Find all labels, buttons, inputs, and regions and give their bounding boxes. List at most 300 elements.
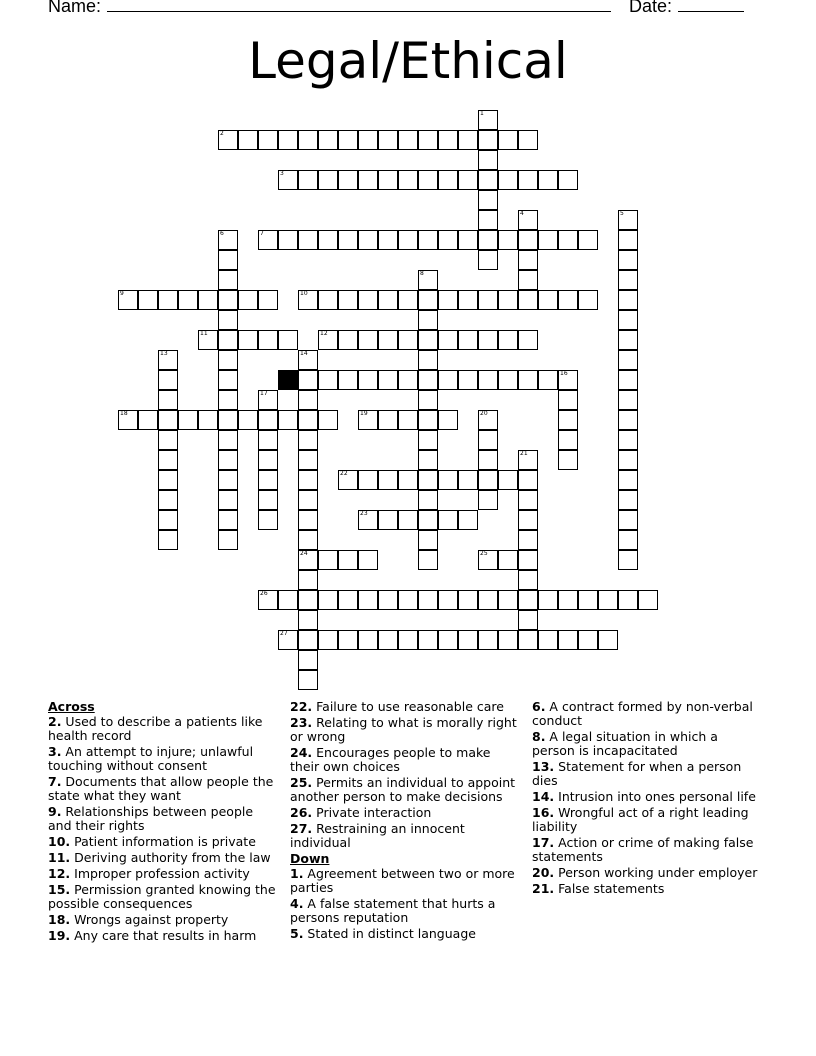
grid-cell[interactable]: [238, 290, 258, 310]
grid-cell[interactable]: [438, 330, 458, 350]
grid-cell[interactable]: [418, 170, 438, 190]
grid-cell[interactable]: [438, 230, 458, 250]
grid-cell[interactable]: [498, 290, 518, 310]
grid-cell[interactable]: [158, 430, 178, 450]
grid-cell[interactable]: [258, 450, 278, 470]
down-heading: Down: [290, 851, 330, 866]
grid-cell[interactable]: [218, 330, 238, 350]
clues-column-1: [48, 700, 278, 945]
grid-cell[interactable]: [478, 170, 498, 190]
grid-cell[interactable]: [298, 490, 318, 510]
grid-cell[interactable]: [158, 530, 178, 550]
clue-number: 21: [520, 450, 528, 457]
grid-cell[interactable]: [318, 550, 338, 570]
clue-number: 17: [260, 390, 268, 397]
grid-cell[interactable]: [618, 490, 638, 510]
grid-cell[interactable]: [458, 510, 478, 530]
grid-cell[interactable]: [518, 530, 538, 550]
grid-cell[interactable]: [258, 470, 278, 490]
grid-cell[interactable]: [358, 550, 378, 570]
grid-cell[interactable]: [338, 170, 358, 190]
grid-cell[interactable]: [518, 510, 538, 530]
across-heading: Across: [48, 699, 95, 714]
grid-cell[interactable]: [618, 350, 638, 370]
grid-cell[interactable]: [298, 390, 318, 410]
clue-number: 19: [360, 410, 368, 417]
grid-cell[interactable]: [378, 230, 398, 250]
grid-cell[interactable]: [198, 290, 218, 310]
grid-cell[interactable]: [298, 170, 318, 190]
grid-cell[interactable]: [218, 470, 238, 490]
grid-cell[interactable]: [358, 630, 378, 650]
grid-cell[interactable]: [278, 590, 298, 610]
grid-cell[interactable]: [378, 590, 398, 610]
grid-cell[interactable]: [418, 510, 438, 530]
grid-cell[interactable]: [458, 630, 478, 650]
grid-cell[interactable]: [298, 130, 318, 150]
grid-cell[interactable]: [258, 410, 278, 430]
clue-number-label: 4.: [290, 896, 304, 911]
grid-cell[interactable]: [218, 310, 238, 330]
grid-cell[interactable]: [158, 390, 178, 410]
clue-number-label: 27.: [290, 821, 313, 836]
grid-cell[interactable]: [458, 230, 478, 250]
grid-cell[interactable]: [338, 130, 358, 150]
grid-cell[interactable]: [418, 290, 438, 310]
grid-cell[interactable]: [218, 250, 238, 270]
grid-cell[interactable]: [478, 210, 498, 230]
grid-cell[interactable]: [298, 670, 318, 690]
clue-text: Used to describe a patients like health record: [48, 714, 263, 743]
grid-cell[interactable]: [358, 370, 378, 390]
clue-number-label: 22.: [290, 699, 313, 714]
grid-cell[interactable]: [498, 170, 518, 190]
grid-cell[interactable]: [378, 470, 398, 490]
grid-cell[interactable]: [458, 370, 478, 390]
grid-cell[interactable]: [618, 230, 638, 250]
grid-cell[interactable]: [398, 330, 418, 350]
grid-cell[interactable]: [538, 170, 558, 190]
grid-cell[interactable]: [298, 230, 318, 250]
grid-cell[interactable]: [438, 510, 458, 530]
grid-cell[interactable]: [458, 590, 478, 610]
grid-cell[interactable]: [478, 470, 498, 490]
clue-number-label: 8.: [532, 729, 546, 744]
clue-item: [532, 760, 762, 788]
grid-cell[interactable]: [438, 370, 458, 390]
grid-cell[interactable]: [358, 470, 378, 490]
clue-number-label: 6.: [532, 699, 546, 714]
grid-cell[interactable]: [618, 250, 638, 270]
grid-cell[interactable]: [498, 470, 518, 490]
grid-cell[interactable]: [418, 390, 438, 410]
grid-cell[interactable]: [218, 490, 238, 510]
grid-cell[interactable]: [318, 130, 338, 150]
grid-cell[interactable]: [158, 290, 178, 310]
grid-cell[interactable]: [618, 550, 638, 570]
clue-item: [48, 883, 278, 911]
grid-cell[interactable]: [478, 290, 498, 310]
grid-cell[interactable]: [298, 590, 318, 610]
clue-number: 16: [560, 370, 568, 377]
grid-cell[interactable]: [558, 410, 578, 430]
grid-cell[interactable]: [298, 410, 318, 430]
grid-cell[interactable]: [518, 570, 538, 590]
grid-cell[interactable]: [578, 290, 598, 310]
grid-cell[interactable]: [458, 130, 478, 150]
grid-cell[interactable]: [578, 630, 598, 650]
grid-cell[interactable]: [358, 170, 378, 190]
grid-cell[interactable]: [478, 430, 498, 450]
grid-cell[interactable]: [638, 590, 658, 610]
grid-cell[interactable]: [378, 370, 398, 390]
grid-cell[interactable]: [438, 170, 458, 190]
grid-cell[interactable]: [338, 630, 358, 650]
grid-cell[interactable]: [218, 270, 238, 290]
grid-cell[interactable]: [478, 150, 498, 170]
clue-number: 13: [160, 350, 168, 357]
grid-cell[interactable]: [518, 170, 538, 190]
clue-number: 23: [360, 510, 368, 517]
clue-number: 25: [480, 550, 488, 557]
grid-cell[interactable]: [618, 430, 638, 450]
grid-cell[interactable]: [178, 290, 198, 310]
clue-text: A legal situation in which a person is incapacitated: [532, 729, 718, 758]
clue-item: [290, 716, 522, 744]
grid-cell[interactable]: [338, 550, 358, 570]
grid-cell[interactable]: [318, 370, 338, 390]
clue-number: 6: [220, 230, 224, 237]
clue-item: [532, 700, 762, 728]
grid-cell[interactable]: [418, 450, 438, 470]
clue-item: [532, 836, 762, 864]
grid-cell[interactable]: [438, 630, 458, 650]
grid-cell[interactable]: [298, 470, 318, 490]
clue-number-label: 17.: [532, 835, 555, 850]
grid-cell[interactable]: [258, 330, 278, 350]
clue-number: 3: [280, 170, 284, 177]
grid-cell[interactable]: [398, 370, 418, 390]
clue-text: Person working under employer: [554, 865, 758, 880]
clue-item: [290, 700, 522, 714]
grid-cell[interactable]: [518, 250, 538, 270]
grid-cell[interactable]: [238, 410, 258, 430]
grid-cell[interactable]: [158, 410, 178, 430]
clue-number-label: 19.: [48, 928, 71, 943]
grid-cell[interactable]: [478, 630, 498, 650]
grid-cell[interactable]: [558, 430, 578, 450]
grid-cell[interactable]: [318, 230, 338, 250]
grid-cell[interactable]: [398, 630, 418, 650]
grid-cell[interactable]: [618, 590, 638, 610]
clue-number: 27: [280, 630, 288, 637]
clue-number-label: 21.: [532, 881, 555, 896]
clue-item: [290, 897, 522, 925]
grid-cell[interactable]: [178, 410, 198, 430]
grid-cell[interactable]: [618, 390, 638, 410]
grid-cell[interactable]: [338, 330, 358, 350]
grid-cell[interactable]: [298, 570, 318, 590]
grid-cell[interactable]: [418, 230, 438, 250]
grid-cell[interactable]: [478, 330, 498, 350]
grid-cell[interactable]: [418, 590, 438, 610]
clue-item: [48, 775, 278, 803]
grid-cell[interactable]: [458, 470, 478, 490]
grid-cell[interactable]: [218, 390, 238, 410]
clue-item: [48, 835, 278, 849]
grid-cell[interactable]: [558, 630, 578, 650]
grid-cell[interactable]: [158, 490, 178, 510]
grid-cell[interactable]: [498, 630, 518, 650]
grid-cell[interactable]: [418, 430, 438, 450]
grid-cell[interactable]: [518, 470, 538, 490]
clue-number: 2: [220, 130, 224, 137]
grid-cell[interactable]: [298, 370, 318, 390]
grid-cell[interactable]: [438, 470, 458, 490]
grid-cell[interactable]: [398, 230, 418, 250]
grid-cell[interactable]: [398, 470, 418, 490]
grid-cell[interactable]: [338, 230, 358, 250]
grid-cell[interactable]: [458, 330, 478, 350]
grid-cell[interactable]: [378, 130, 398, 150]
grid-cell[interactable]: [238, 130, 258, 150]
grid-cell[interactable]: [298, 630, 318, 650]
grid-cell[interactable]: [518, 590, 538, 610]
clue-number: 10: [300, 290, 308, 297]
grid-cell[interactable]: [258, 430, 278, 450]
grid-cell[interactable]: [558, 590, 578, 610]
grid-cell[interactable]: [298, 650, 318, 670]
grid-cell[interactable]: [518, 550, 538, 570]
grid-cell[interactable]: [158, 470, 178, 490]
clue-text: Agreement between two or more parties: [290, 866, 515, 895]
grid-cell[interactable]: [498, 330, 518, 350]
grid-cell[interactable]: [338, 370, 358, 390]
grid-cell[interactable]: [518, 330, 538, 350]
grid-cell[interactable]: [618, 530, 638, 550]
grid-cell[interactable]: [398, 130, 418, 150]
grid-cell[interactable]: [218, 510, 238, 530]
grid-cell[interactable]: [498, 230, 518, 250]
grid-cell[interactable]: [278, 410, 298, 430]
grid-cell[interactable]: [538, 230, 558, 250]
grid-cell[interactable]: [618, 410, 638, 430]
grid-cell[interactable]: [258, 490, 278, 510]
grid-cell[interactable]: [558, 450, 578, 470]
grid-cell[interactable]: [558, 390, 578, 410]
grid-cell[interactable]: [318, 590, 338, 610]
clue-item: [532, 730, 762, 758]
grid-cell[interactable]: [418, 130, 438, 150]
grid-cell[interactable]: [418, 310, 438, 330]
grid-cell[interactable]: [358, 130, 378, 150]
grid-cell[interactable]: [498, 550, 518, 570]
clue-text: Restraining an innocent individual: [290, 821, 465, 850]
grid-cell[interactable]: [258, 290, 278, 310]
grid-cell[interactable]: [378, 330, 398, 350]
grid-cell[interactable]: [318, 630, 338, 650]
grid-cell[interactable]: [278, 330, 298, 350]
grid-cell[interactable]: [618, 310, 638, 330]
grid-cell[interactable]: [218, 350, 238, 370]
grid-cell[interactable]: [218, 450, 238, 470]
grid-cell[interactable]: [298, 450, 318, 470]
grid-cell[interactable]: [558, 290, 578, 310]
grid-cell[interactable]: [298, 510, 318, 530]
grid-cell[interactable]: [398, 410, 418, 430]
grid-cell[interactable]: [218, 290, 238, 310]
grid-cell[interactable]: [338, 590, 358, 610]
grid-cell[interactable]: [498, 370, 518, 390]
clue-number-label: 18.: [48, 912, 71, 927]
grid-cell[interactable]: [478, 490, 498, 510]
grid-cell[interactable]: [218, 430, 238, 450]
grid-cell[interactable]: [318, 410, 338, 430]
grid-cell[interactable]: [418, 330, 438, 350]
clue-number: 11: [200, 330, 208, 337]
clue-number-label: 20.: [532, 865, 555, 880]
grid-cell[interactable]: [418, 410, 438, 430]
grid-cell[interactable]: [518, 610, 538, 630]
clue-item: [48, 867, 278, 881]
grid-cell[interactable]: [578, 230, 598, 250]
grid-cell[interactable]: [458, 170, 478, 190]
clue-number: 26: [260, 590, 268, 597]
grid-cell[interactable]: [498, 590, 518, 610]
grid-cell[interactable]: [458, 290, 478, 310]
grid-cell[interactable]: [478, 250, 498, 270]
grid-cell[interactable]: [378, 170, 398, 190]
grid-cell[interactable]: [358, 590, 378, 610]
grid-cell[interactable]: [518, 490, 538, 510]
grid-cell[interactable]: [298, 610, 318, 630]
grid-cell[interactable]: [518, 270, 538, 290]
grid-cell[interactable]: [478, 590, 498, 610]
grid-cell[interactable]: [158, 510, 178, 530]
grid-cell[interactable]: [378, 510, 398, 530]
clue-number: 22: [340, 470, 348, 477]
clue-text: Any care that results in harm: [70, 928, 257, 943]
grid-cell[interactable]: [338, 290, 358, 310]
grid-cell[interactable]: [158, 370, 178, 390]
grid-cell[interactable]: [418, 470, 438, 490]
grid-cell[interactable]: [258, 130, 278, 150]
grid-cell[interactable]: [438, 590, 458, 610]
grid-cell[interactable]: [438, 290, 458, 310]
grid-cell[interactable]: [418, 370, 438, 390]
grid-cell[interactable]: [618, 290, 638, 310]
clue-item: [48, 745, 278, 773]
clues-column-3: [532, 700, 762, 898]
grid-cell[interactable]: [218, 410, 238, 430]
clue-item: [290, 746, 522, 774]
clue-text: False statements: [554, 881, 665, 896]
grid-cell[interactable]: [478, 370, 498, 390]
grid-cell[interactable]: [318, 290, 338, 310]
grid-cell[interactable]: [518, 290, 538, 310]
grid-cell[interactable]: [278, 230, 298, 250]
clue-item: [532, 790, 762, 804]
grid-cell[interactable]: [618, 510, 638, 530]
grid-cell[interactable]: [238, 330, 258, 350]
grid-cell[interactable]: [358, 290, 378, 310]
grid-cell[interactable]: [618, 370, 638, 390]
grid-cell[interactable]: [218, 530, 238, 550]
grid-cell[interactable]: [558, 170, 578, 190]
grid-cell[interactable]: [418, 630, 438, 650]
grid-cell[interactable]: [518, 630, 538, 650]
grid-cell[interactable]: [518, 230, 538, 250]
clue-item: [48, 929, 278, 943]
clue-number-label: 2.: [48, 714, 62, 729]
clue-item: [48, 913, 278, 927]
grid-cell[interactable]: [378, 290, 398, 310]
grid-cell[interactable]: [538, 590, 558, 610]
grid-cell[interactable]: [358, 330, 378, 350]
clue-number-label: 5.: [290, 926, 304, 941]
clue-number-label: 1.: [290, 866, 304, 881]
grid-cell[interactable]: [418, 490, 438, 510]
grid-cell[interactable]: [398, 170, 418, 190]
clue-number: 12: [320, 330, 328, 337]
clue-number: 4: [520, 210, 524, 217]
grid-cell[interactable]: [538, 630, 558, 650]
grid-cell[interactable]: [538, 290, 558, 310]
grid-cell[interactable]: [438, 130, 458, 150]
grid-cell[interactable]: [398, 590, 418, 610]
grid-cell[interactable]: [478, 130, 498, 150]
grid-cell[interactable]: [398, 510, 418, 530]
grid-cell[interactable]: [618, 450, 638, 470]
grid-cell[interactable]: [518, 370, 538, 390]
grid-cell[interactable]: [578, 590, 598, 610]
clue-item: [290, 806, 522, 820]
clue-text: Wrongs against property: [70, 912, 229, 927]
grid-cell[interactable]: [398, 290, 418, 310]
grid-cell[interactable]: [618, 270, 638, 290]
grid-cell[interactable]: [498, 130, 518, 150]
grid-cell[interactable]: [598, 590, 618, 610]
grid-cell[interactable]: [418, 530, 438, 550]
clue-text: A false statement that hurts a persons reputation: [290, 896, 496, 925]
grid-cell[interactable]: [298, 430, 318, 450]
grid-cell[interactable]: [478, 450, 498, 470]
grid-cell[interactable]: [478, 190, 498, 210]
grid-cell[interactable]: [158, 450, 178, 470]
grid-cell[interactable]: [378, 630, 398, 650]
grid-cell[interactable]: [218, 370, 238, 390]
grid-cell[interactable]: [558, 230, 578, 250]
grid-cell[interactable]: [138, 410, 158, 430]
grid-cell[interactable]: [258, 510, 278, 530]
grid-cell[interactable]: [518, 130, 538, 150]
grid-cell[interactable]: [318, 170, 338, 190]
grid-cell[interactable]: [298, 530, 318, 550]
grid-cell[interactable]: [378, 410, 398, 430]
grid-cell[interactable]: [278, 130, 298, 150]
grid-cell[interactable]: [418, 350, 438, 370]
grid-cell[interactable]: [478, 230, 498, 250]
grid-cell[interactable]: [358, 230, 378, 250]
grid-cell[interactable]: [438, 410, 458, 430]
grid-cell[interactable]: [598, 630, 618, 650]
grid-cell[interactable]: [618, 330, 638, 350]
grid-cell[interactable]: [138, 290, 158, 310]
grid-cell[interactable]: [618, 470, 638, 490]
grid-cell[interactable]: [198, 410, 218, 430]
grid-cell[interactable]: [418, 550, 438, 570]
grid-cell[interactable]: [538, 370, 558, 390]
